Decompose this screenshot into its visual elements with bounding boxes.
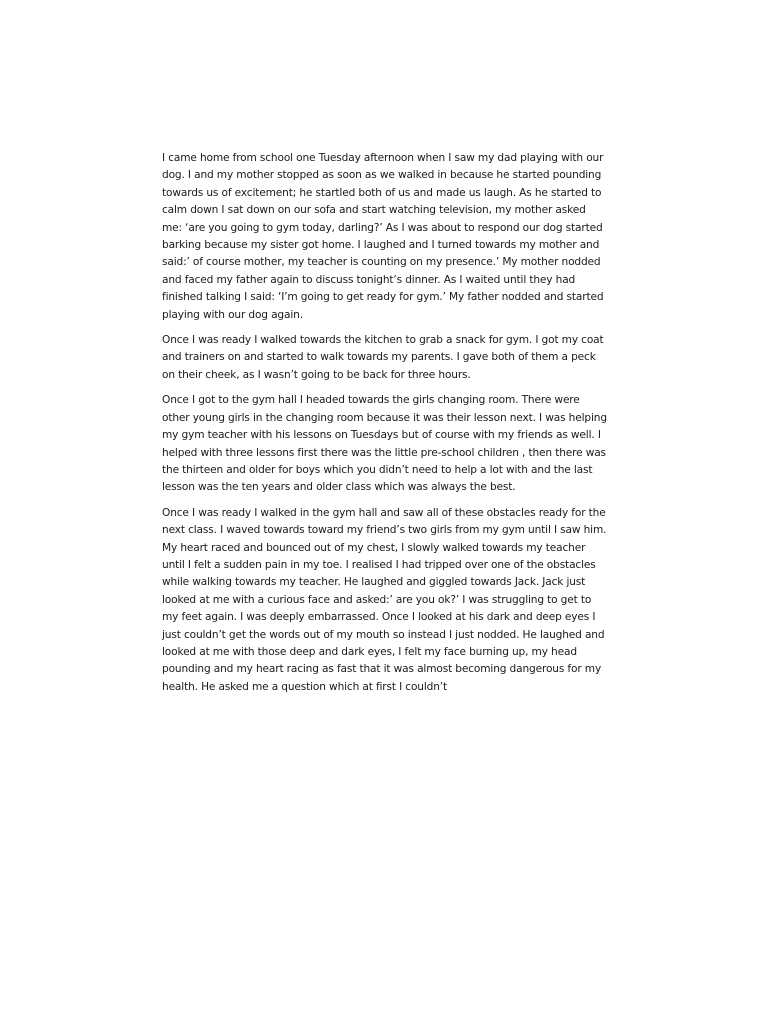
paragraph-1: I came home from school one Tuesday afternoon when I saw my dad playing with our dog. I and my mother stopped as soon as we walked in because he started pounding towards us of excitement; he startled both of us and made us laugh. As he started to calm down I sat down on our sofa and start watching television, my mother asked me: ‘are you going to gym today, darling?’ As I was about to respond our dog started barking because my sister got home. I laughed and I turned towards my mother and said:’ of course mother, my teacher is counting on my presence.’ My mother nodded and faced my father again to discuss tonight’s dinner. As I waited until they had finished talking I said: ‘I’m going to get ready for gym.’ My father nodded and started playing with our dog again. xyxy=(162,152,604,321)
paragraph-3: Once I got to the gym hall I headed towards the girls changing room. There were other young girls in the changing room because it was their lesson next. I was helping my gym teacher with his lessons on Tuesdays but of course with my friends as well. I helped with three lessons first there was the little pre-school children , then there was the thirteen and older for boys which you didn’t need to help a lot with and the last lesson was the ten years and older class which was always the best. xyxy=(162,394,607,494)
story-text xyxy=(162,150,608,704)
paragraph-2: Once I was ready I walked towards the kitchen to grab a snack for gym. I got my coat and trainers on and started to walk towards my parents. I gave both of them a peck on their cheek, as I wasn’t going to be back for three hours. xyxy=(162,334,604,381)
paragraph-4: Once I was ready I walked in the gym hall and saw all of these obstacles ready for the next class. I waved towards toward my friend’s two girls from my gym until I saw him. My heart raced and bounced out of my chest, I slowly walked towards my teacher until I felt a sudden pain in my toe. I realised I had tripped over one of the obstacles while walking towards my teacher. He laughed and giggled towards Jack. Jack just looked at me with a curious face and asked:’ are you ok?’ I was struggling to get to my feet again. I was deeply embarrassed. Once I looked at his dark and deep eyes I just couldn’t get the words out of my mouth so instead I just nodded. He laughed and looked at me with those deep and dark eyes, I felt my face burning up, my head pounding and my heart racing as fast that it was almost becoming dangerous for my health. He asked me a question which at first I couldn’t xyxy=(162,506,607,693)
